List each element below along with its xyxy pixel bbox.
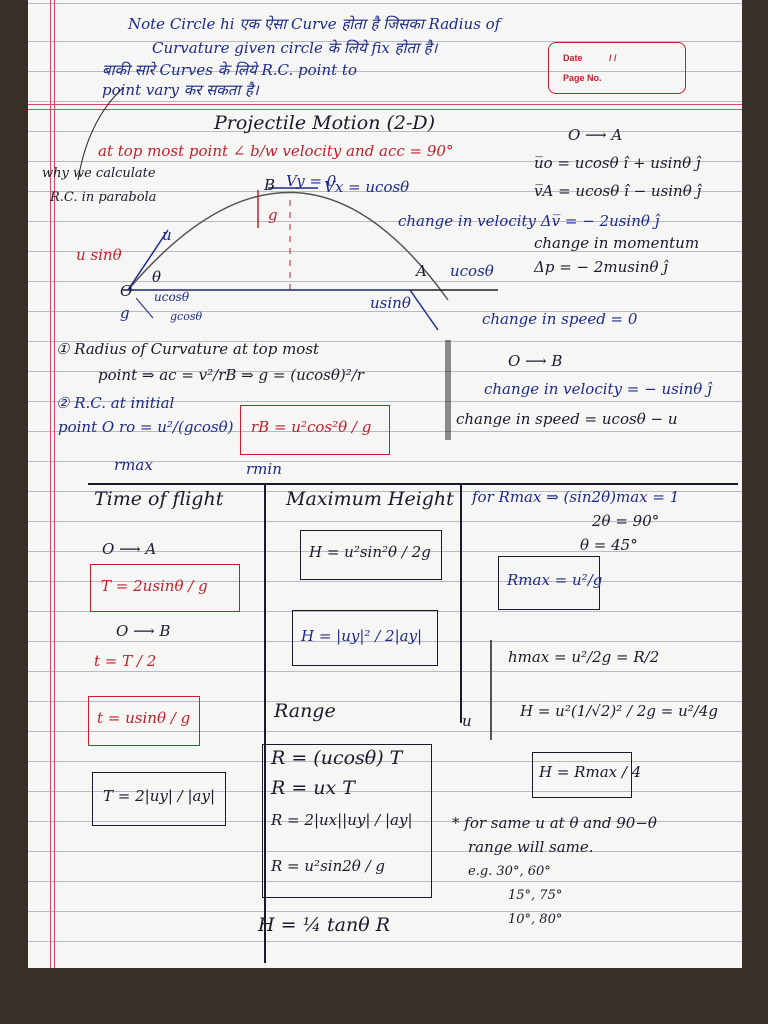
rmax-condition: for Rmax ⇒ (sin2θ)max = 1 xyxy=(472,488,680,506)
T-general-box xyxy=(92,772,226,826)
o-to-a-heading: O ⟶ A xyxy=(568,126,623,144)
vx-label: Vx = ucosθ xyxy=(324,178,410,196)
o-to-b-dv: change in velocity = − usinθ ĵ xyxy=(484,380,712,398)
theta-45: θ = 45° xyxy=(580,536,638,554)
dv-eq: change in velocity Δv̅ = − 2usinθ ĵ xyxy=(398,212,660,230)
gcos-label: gcosθ xyxy=(170,310,203,323)
u-arrow-label: u xyxy=(462,712,472,730)
same-range-note: * for same u at θ and 90−θ xyxy=(452,814,657,832)
top-point-note: at top most point ∠ b/w velocity and acc = 90° xyxy=(98,142,454,160)
theta-label: θ xyxy=(152,268,162,286)
height-arrow xyxy=(490,640,492,740)
two-theta: 2θ = 90° xyxy=(592,512,660,530)
H-R-relation: H = ¼ tanθ R xyxy=(258,914,391,936)
point-a: A xyxy=(416,262,427,280)
rmin-label: rmin xyxy=(246,460,282,478)
o-to-b-heading: O ⟶ B xyxy=(508,352,563,370)
usin-left: u sinθ xyxy=(76,246,122,264)
H45-formula: H = u²(1/√2)² / 2g = u²/4g xyxy=(520,702,718,720)
date-slashes: / / xyxy=(609,53,617,63)
range-heading: Range xyxy=(274,700,336,722)
speed-eq: change in speed = 0 xyxy=(482,310,638,328)
point-b: B xyxy=(264,176,276,194)
H1-formula: H = u²sin²θ / 2g xyxy=(309,543,431,561)
H-Rmax-box xyxy=(532,752,642,798)
rc-item-1: ① Radius of Curvature at top most xyxy=(56,340,320,358)
tof-o-to-a: O ⟶ A xyxy=(102,540,157,558)
H2-formula: H = |uy|² / 2|ay| xyxy=(301,627,423,645)
max-height-heading: Maximum Height xyxy=(286,488,454,510)
note-line-3: बाकी सारे Curves के लिये R.C. point to xyxy=(102,61,357,79)
note-line-4: point vary कर सकता है। xyxy=(102,81,259,99)
Rmax-formula: Rmax = u²/g xyxy=(507,571,603,589)
page-no-label: Page No. xyxy=(563,73,602,83)
date-label: Date xyxy=(563,53,583,63)
T-general-formula: T = 2|uy| / |ay| xyxy=(103,787,216,805)
g-o: g xyxy=(120,304,130,322)
R4-formula: R = u²sin2θ / g xyxy=(271,857,385,875)
uo-eq: u̅o = ucosθ î + usinθ ĵ xyxy=(534,154,701,172)
example-3: 10°, 80° xyxy=(508,912,563,927)
Rmax-box xyxy=(498,556,603,610)
H-Rmax-formula: H = Rmax / 4 xyxy=(539,763,642,781)
R1-formula: R = (ucosθ) T xyxy=(271,747,403,769)
side-note-2: R.C. in parabola xyxy=(50,190,157,205)
T-box xyxy=(90,564,240,612)
ucos-o: ucosθ xyxy=(154,290,190,304)
va-eq: v̅A = ucosθ î − usinθ ĵ xyxy=(534,182,702,200)
o-to-b-speed: change in speed = ucosθ − u xyxy=(456,410,678,428)
t-formula: t = usinθ / g xyxy=(97,709,191,727)
vy-label: Vy = 0 xyxy=(286,172,337,190)
usin-a: usinθ xyxy=(370,294,411,312)
T-formula: T = 2usinθ / g xyxy=(101,577,208,595)
same-range-note-2: range will same. xyxy=(468,838,594,856)
time-of-flight-heading: Time of flight xyxy=(94,488,224,510)
example-1: e.g. 30°, 60° xyxy=(468,864,551,879)
g-top: g xyxy=(268,206,278,224)
section-divider xyxy=(88,483,738,485)
rc-item-1b: point ⇒ ac = v²/rB ⇒ g = (ucosθ)²/r xyxy=(98,366,364,384)
ucos-a: ucosθ xyxy=(450,262,494,280)
rc-item-2b: point O ro = u²/(gcosθ) xyxy=(58,418,234,436)
side-note-1: why we calculate xyxy=(42,166,156,181)
rb-box xyxy=(240,405,390,455)
R2-formula: R = ux T xyxy=(271,777,355,799)
t-half: t = T / 2 xyxy=(94,652,157,670)
hmax-formula: hmax = u²/2g = R/2 xyxy=(508,648,660,666)
R3-formula: R = 2|ux||uy| / |ay| xyxy=(271,811,413,829)
rmax-label: rmax xyxy=(114,456,153,474)
column-divider-2 xyxy=(460,483,462,723)
dp-eq: Δp = − 2musinθ ĵ xyxy=(534,258,668,276)
example-2: 15°, 75° xyxy=(508,888,563,903)
tof-o-to-b: O ⟶ B xyxy=(116,622,171,640)
t-box xyxy=(88,696,200,746)
note-line-2: Curvature given circle के लिये fix होता है। xyxy=(152,39,438,57)
point-o: O xyxy=(120,282,133,300)
rc-item-2: ② R.C. at initial xyxy=(56,394,175,412)
range-box xyxy=(262,744,432,898)
H1-box xyxy=(300,530,442,580)
notebook-page xyxy=(28,0,742,968)
momentum-label: change in momentum xyxy=(534,234,700,252)
note-line-1: Note Circle hi एक ऐसा Curve होता है जिसका Radius of xyxy=(128,15,501,33)
H2-box xyxy=(292,610,438,666)
rb-formula: rB = u²cos²θ / g xyxy=(251,418,372,436)
u-label: u xyxy=(162,226,172,244)
page-title: Projectile Motion (2-D) xyxy=(214,112,436,134)
